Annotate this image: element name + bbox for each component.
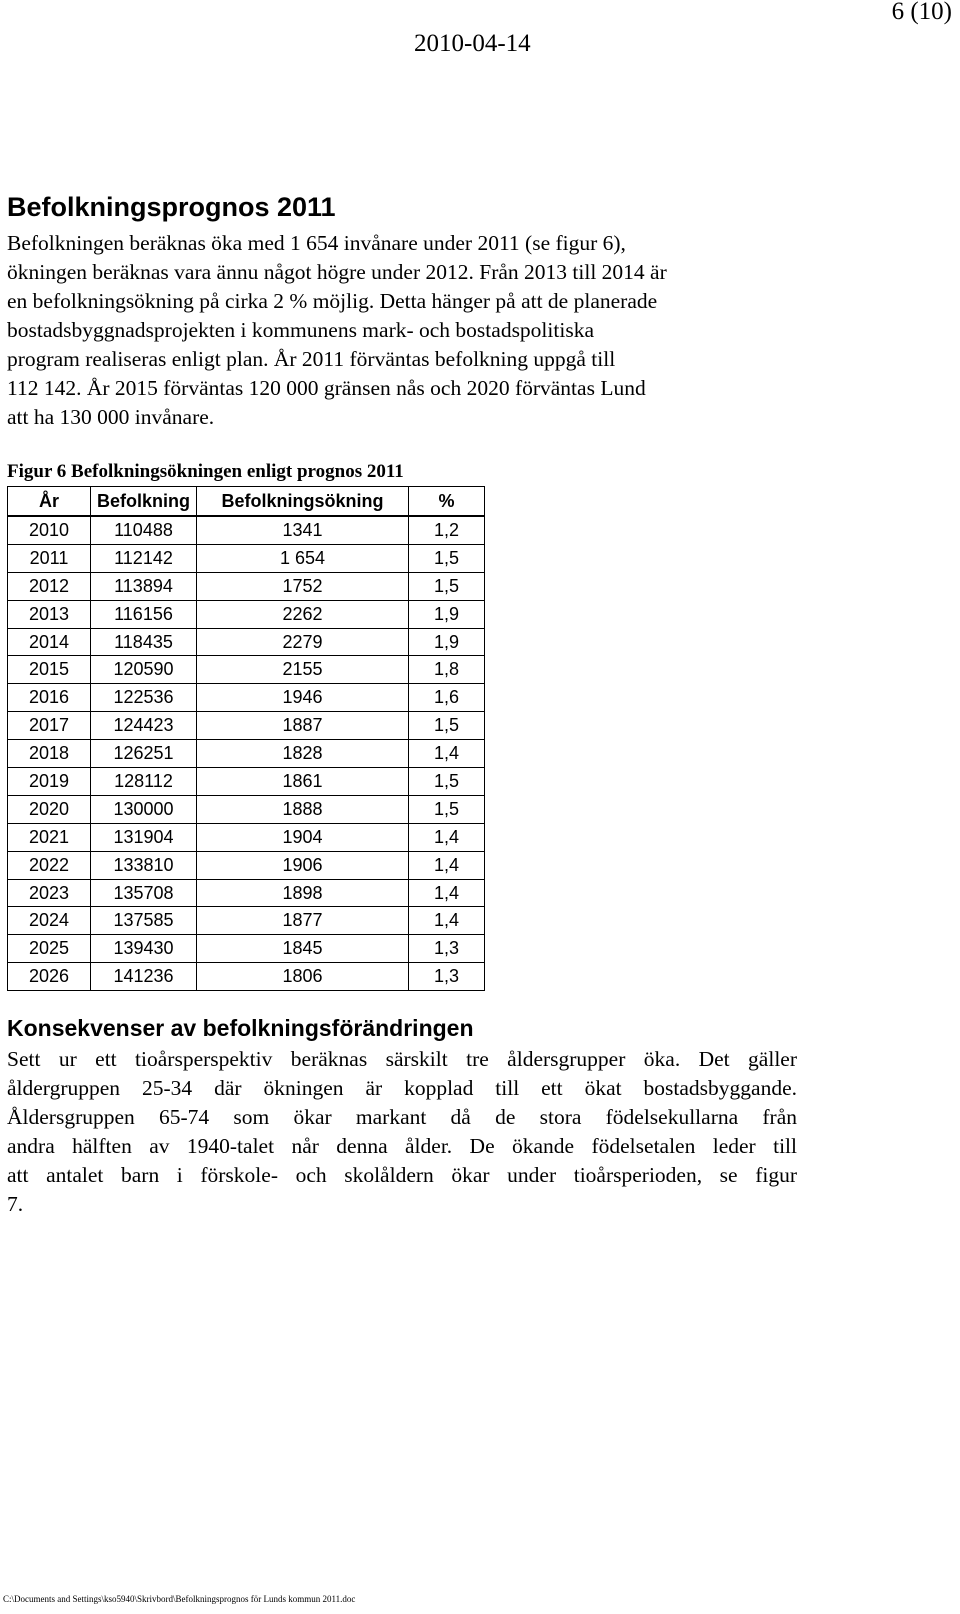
cell-population: 141236 bbox=[91, 963, 197, 991]
cell-percent: 1,3 bbox=[409, 935, 485, 963]
cell-year: 2025 bbox=[8, 935, 91, 963]
paragraph-line: Befolkningen beräknas öka med 1 654 invånare under 2011 (se figur 6), bbox=[7, 231, 626, 255]
cell-population: 116156 bbox=[91, 600, 197, 628]
cell-population: 112142 bbox=[91, 544, 197, 572]
cell-year: 2018 bbox=[8, 740, 91, 768]
cell-increase: 1341 bbox=[197, 516, 409, 544]
section-heading-prognosis: Befolkningsprognos 2011 bbox=[7, 192, 336, 222]
paragraph-line: att ha 130 000 invånare. bbox=[7, 405, 215, 429]
cell-population: 139430 bbox=[91, 935, 197, 963]
cell-increase: 1888 bbox=[197, 795, 409, 823]
table-row bbox=[8, 851, 485, 879]
cell-percent: 1,8 bbox=[409, 656, 485, 684]
table-row bbox=[8, 572, 485, 600]
cell-increase: 2155 bbox=[197, 656, 409, 684]
cell-percent: 1,2 bbox=[409, 516, 485, 544]
cell-population: 135708 bbox=[91, 879, 197, 907]
cell-year: 2023 bbox=[8, 879, 91, 907]
table-row bbox=[8, 516, 485, 544]
cell-increase: 2279 bbox=[197, 628, 409, 656]
cell-percent: 1,5 bbox=[409, 712, 485, 740]
cell-increase: 1906 bbox=[197, 851, 409, 879]
cell-percent: 1,4 bbox=[409, 879, 485, 907]
cell-year: 2022 bbox=[8, 851, 91, 879]
population-table bbox=[7, 486, 485, 991]
column-header-increase: Befolkningsökning bbox=[197, 487, 409, 517]
cell-percent: 1,9 bbox=[409, 628, 485, 656]
cell-increase: 1806 bbox=[197, 963, 409, 991]
cell-increase: 1828 bbox=[197, 740, 409, 768]
cell-increase: 1752 bbox=[197, 572, 409, 600]
cell-increase: 1946 bbox=[197, 684, 409, 712]
table-row bbox=[8, 684, 485, 712]
column-header-population: Befolkning bbox=[91, 487, 197, 517]
footer-file-path: C:\Documents and Settings\kso5940\Skrivbord\Befolkningsprognos för Lunds kommun 2011.doc bbox=[3, 1594, 356, 1604]
cell-population: 124423 bbox=[91, 712, 197, 740]
paragraph-line: program realiseras enligt plan. År 2011 förväntas befolkning uppgå till bbox=[7, 347, 616, 371]
intro-paragraph bbox=[7, 229, 807, 432]
table-row bbox=[8, 907, 485, 935]
cell-year: 2013 bbox=[8, 600, 91, 628]
table-row bbox=[8, 712, 485, 740]
paragraph-line: andra hälften av 1940-talet når denna ålder. De ökande födelsetalen leder till bbox=[7, 1134, 797, 1158]
cell-percent: 1,4 bbox=[409, 907, 485, 935]
cell-year: 2010 bbox=[8, 516, 91, 544]
table-row bbox=[8, 740, 485, 768]
document-date: 2010-04-14 bbox=[414, 30, 531, 57]
cell-population: 131904 bbox=[91, 823, 197, 851]
table-row bbox=[8, 935, 485, 963]
paragraph-line: bostadsbyggnadsprojekten i kommunens mark- och bostadspolitiska bbox=[7, 318, 594, 342]
cell-population: 128112 bbox=[91, 768, 197, 796]
cell-population: 122536 bbox=[91, 684, 197, 712]
column-header-percent: % bbox=[409, 487, 485, 517]
table-row bbox=[8, 963, 485, 991]
cell-percent: 1,6 bbox=[409, 684, 485, 712]
cell-percent: 1,5 bbox=[409, 572, 485, 600]
cell-year: 2017 bbox=[8, 712, 91, 740]
section-heading-consequences: Konsekvenser av befolkningsförändringen bbox=[7, 1015, 474, 1041]
paragraph-line: en befolkningsökning på cirka 2 % möjlig. Detta hänger på att de planerade bbox=[7, 289, 658, 313]
cell-population: 120590 bbox=[91, 656, 197, 684]
cell-year: 2026 bbox=[8, 963, 91, 991]
cell-percent: 1,3 bbox=[409, 963, 485, 991]
cell-increase: 1 654 bbox=[197, 544, 409, 572]
cell-year: 2014 bbox=[8, 628, 91, 656]
table-row bbox=[8, 628, 485, 656]
column-header-year: År bbox=[8, 487, 91, 517]
cell-percent: 1,4 bbox=[409, 823, 485, 851]
table-row bbox=[8, 879, 485, 907]
table-row bbox=[8, 544, 485, 572]
cell-population: 137585 bbox=[91, 907, 197, 935]
cell-increase: 1904 bbox=[197, 823, 409, 851]
cell-year: 2011 bbox=[8, 544, 91, 572]
cell-year: 2012 bbox=[8, 572, 91, 600]
cell-population: 126251 bbox=[91, 740, 197, 768]
figure-caption: Figur 6 Befolkningsökningen enligt prognos 2011 bbox=[7, 461, 404, 482]
page-number: 6 (10) bbox=[891, 0, 952, 25]
consequences-paragraph bbox=[7, 1045, 797, 1219]
cell-year: 2021 bbox=[8, 823, 91, 851]
paragraph-line: ökningen beräknas vara ännu något högre under 2012. Från 2013 till 2014 är bbox=[7, 260, 667, 284]
cell-percent: 1,4 bbox=[409, 740, 485, 768]
cell-population: 130000 bbox=[91, 795, 197, 823]
cell-increase: 1898 bbox=[197, 879, 409, 907]
table-body bbox=[8, 516, 485, 991]
cell-increase: 1845 bbox=[197, 935, 409, 963]
paragraph-line: 112 142. År 2015 förväntas 120 000 gränsen nås och 2020 förväntas Lund bbox=[7, 376, 646, 400]
cell-increase: 1861 bbox=[197, 768, 409, 796]
cell-year: 2024 bbox=[8, 907, 91, 935]
cell-year: 2019 bbox=[8, 768, 91, 796]
table-row bbox=[8, 768, 485, 796]
cell-percent: 1,4 bbox=[409, 851, 485, 879]
cell-increase: 1877 bbox=[197, 907, 409, 935]
cell-year: 2015 bbox=[8, 656, 91, 684]
table-row bbox=[8, 656, 485, 684]
cell-increase: 1887 bbox=[197, 712, 409, 740]
cell-percent: 1,5 bbox=[409, 544, 485, 572]
cell-population: 133810 bbox=[91, 851, 197, 879]
cell-percent: 1,9 bbox=[409, 600, 485, 628]
table-row bbox=[8, 823, 485, 851]
paragraph-line: åldergruppen 25-34 där ökningen är kopplad till ett ökat bostadsbyggande. bbox=[7, 1076, 797, 1100]
cell-increase: 2262 bbox=[197, 600, 409, 628]
table-header-row bbox=[8, 487, 485, 517]
paragraph-line: att antalet barn i förskole- och skolåldern ökar under tioårsperioden, se figur bbox=[7, 1163, 797, 1187]
cell-percent: 1,5 bbox=[409, 795, 485, 823]
table-row bbox=[8, 600, 485, 628]
cell-population: 113894 bbox=[91, 572, 197, 600]
table-row bbox=[8, 795, 485, 823]
cell-percent: 1,5 bbox=[409, 768, 485, 796]
paragraph-line: 7. bbox=[7, 1192, 24, 1216]
cell-year: 2016 bbox=[8, 684, 91, 712]
cell-year: 2020 bbox=[8, 795, 91, 823]
paragraph-line: Åldersgruppen 65-74 som ökar markant då de stora födelsekullarna från bbox=[7, 1105, 797, 1129]
paragraph-line: Sett ur ett tioårsperspektiv beräknas särskilt tre åldersgrupper öka. Det gäller bbox=[7, 1047, 797, 1071]
cell-population: 110488 bbox=[91, 516, 197, 544]
cell-population: 118435 bbox=[91, 628, 197, 656]
